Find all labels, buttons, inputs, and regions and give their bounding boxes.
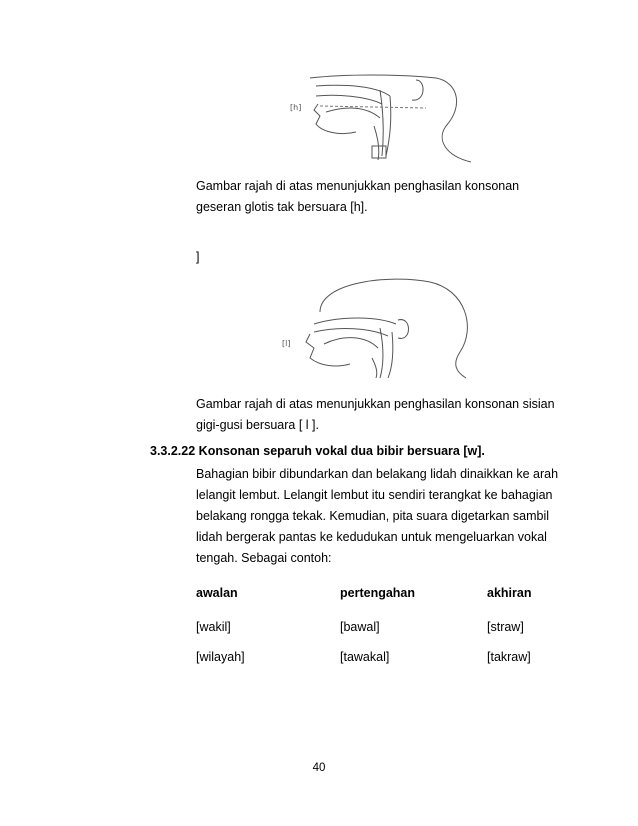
example-cell: [takraw]	[487, 650, 531, 664]
body-line: Bahagian bibir dibundarkan dan belakang lidah dinaikkan ke arah	[196, 467, 559, 481]
example-cell: [wilayah]	[196, 650, 245, 664]
example-cell: [straw]	[487, 620, 524, 634]
section-heading	[150, 444, 485, 458]
vocal-tract-figure-l	[280, 272, 480, 380]
header-akhiran: akhiran	[487, 586, 532, 600]
stray-bracket: ]	[196, 250, 200, 264]
body-line: lelangit lembut. Lelangit lembut itu sendiri terangkat ke bahagian	[196, 488, 553, 502]
figure-label-l: [l]	[282, 339, 291, 348]
vocal-tract-figure-h	[286, 66, 476, 166]
example-cell: [bawal]	[340, 620, 380, 634]
body-line: belakang rongga tekak. Kemudian, pita suara digetarkan sambil	[196, 509, 549, 523]
body-line: lidah bergerak pantas ke kedudukan untuk mengeluarkan vokal	[196, 530, 547, 544]
caption-1	[196, 176, 596, 218]
caption-1-line-2: geseran glotis tak bersuara [h].	[196, 200, 368, 214]
section-number: 3.3.2.22	[150, 444, 196, 458]
example-row	[196, 650, 576, 670]
caption-2	[196, 394, 596, 436]
caption-2-line-1: Gambar rajah di atas menunjukkan penghasilan konsonan sisian	[196, 397, 555, 411]
page-number: 40	[312, 762, 326, 774]
examples-header-row	[196, 586, 576, 606]
example-cell: [wakil]	[196, 620, 231, 634]
section-title: Konsonan separuh vokal dua bibir bersuara [w].	[198, 444, 485, 458]
body-line: tengah. Sebagai contoh:	[196, 551, 332, 565]
section-body	[196, 464, 596, 569]
example-row	[196, 620, 576, 640]
example-cell: [tawakal]	[340, 650, 390, 664]
caption-2-line-2: gigi-gusi bersuara [ l ].	[196, 418, 319, 432]
header-awalan: awalan	[196, 586, 238, 600]
header-pertengahan: pertengahan	[340, 586, 416, 600]
caption-1-line-1: Gambar rajah di atas menunjukkan penghasilan konsonan	[196, 179, 520, 193]
figure-label-h: [h]	[290, 103, 302, 112]
